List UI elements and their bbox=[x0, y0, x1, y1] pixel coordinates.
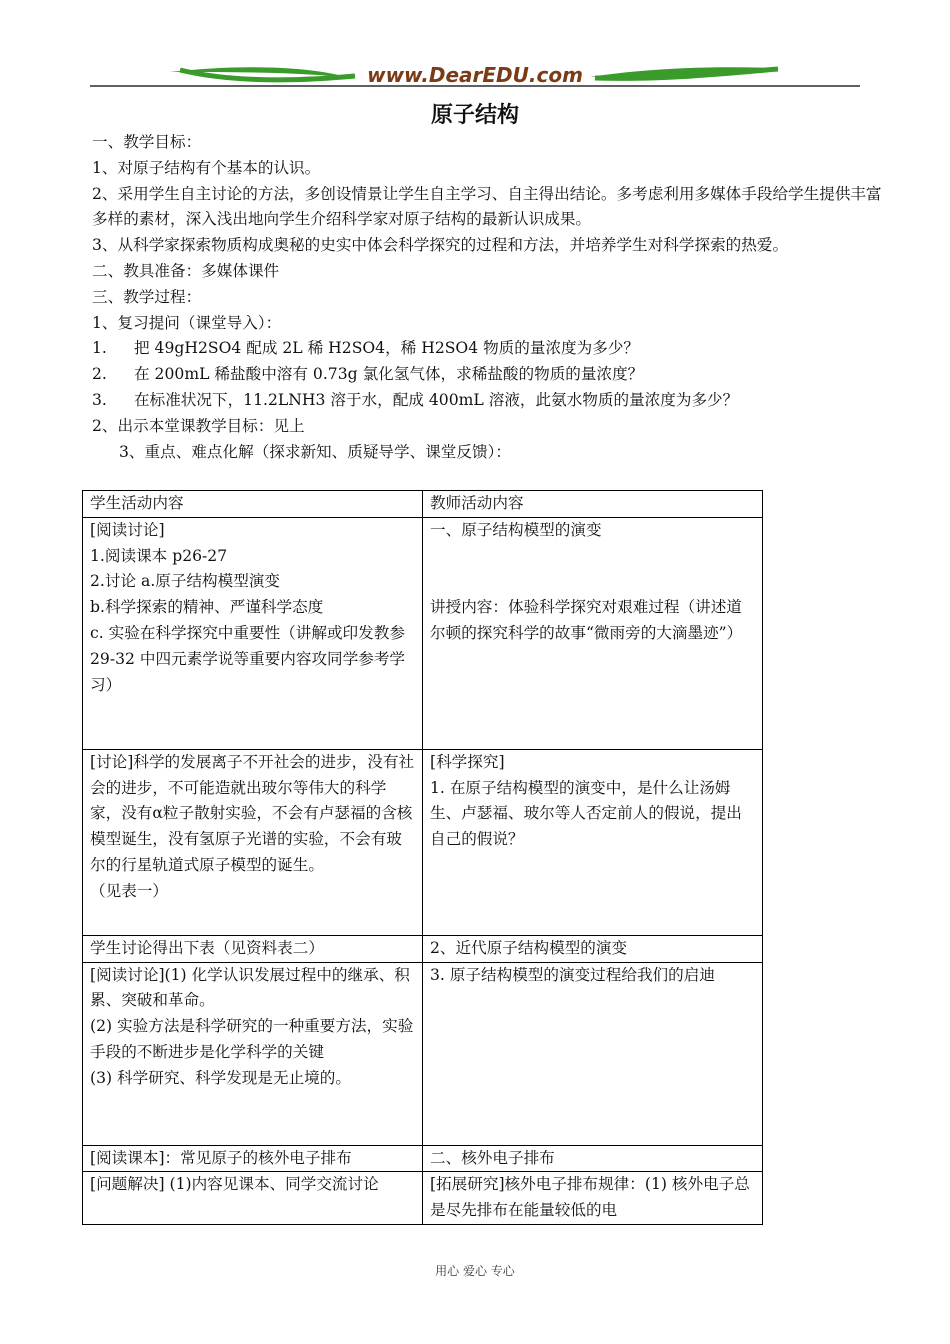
cell-line: [讨论]科学的发展离子不开社会的进步，没有社会的进步，不可能造就出玻尔等伟大的科学家，没有α粒子散射实验，不会有卢瑟福的含核模型诞生，没有氢原子光谱的实验，不会有玻尔的行星轨道式原子模型的诞生。 bbox=[90, 752, 415, 874]
student-activity-cell: [问题解决] (1)内容见课本、同学交流讨论 bbox=[83, 1172, 423, 1225]
section-2-heading: 二、教具准备：多媒体课件 bbox=[92, 261, 280, 280]
review-heading: 1、复习提问（课堂导入）： bbox=[92, 313, 282, 332]
cell-line: b.科学探索的精神、严谨科学态度 bbox=[90, 598, 324, 617]
table-row bbox=[83, 1145, 763, 1172]
table-header-cell: 教师活动内容 bbox=[423, 491, 763, 518]
question-number: 3. bbox=[92, 390, 107, 409]
cell-line: （见表一） bbox=[90, 881, 168, 900]
objective-2: 2、采用学生自主讨论的方法，多创设情景让学生自主学习、自主得出结论。多考虑利用多媒体手段给学生提供丰富多样的素材，深入浅出地向学生介绍科学家对原子结构的最新认识成果。 bbox=[92, 184, 882, 229]
teacher-activity-cell bbox=[423, 517, 763, 749]
table-header-cell: 学生活动内容 bbox=[83, 491, 423, 518]
table-header-row bbox=[83, 491, 763, 518]
cell-line: (3) 科学研究、科学发现是无止境的。 bbox=[90, 1068, 351, 1087]
cell-line: [科学探究] bbox=[430, 752, 505, 771]
student-activity-cell: [阅读课本]：常见原子的核外电子排布 bbox=[83, 1145, 423, 1172]
goal-line: 2、出示本堂课教学目标：见上 bbox=[92, 416, 305, 435]
teacher-activity-cell: [拓展研究]核外电子排布规律：(1) 核外电子总是尽先排布在能量较低的电 bbox=[423, 1172, 763, 1225]
cell-line: (2) 实验方法是科学研究的一种重要方法，实验手段的不断进步是化学科学的关键 bbox=[90, 1017, 414, 1061]
review-question-2 bbox=[92, 362, 882, 388]
review-question-1 bbox=[92, 336, 882, 362]
cell-line: c. 实验在科学探究中重要性（讲解或印发教参 29-32 中四元素学说等重要内容攻同学参考学习） bbox=[90, 623, 406, 694]
teacher-activity-cell: 二、核外电子排布 bbox=[423, 1145, 763, 1172]
cell-line: [阅读讨论](1) 化学认识发展过程中的继承、积累、突破和革命。 bbox=[90, 965, 410, 1010]
banner-graphic bbox=[90, 60, 860, 90]
document-body bbox=[92, 130, 882, 465]
table-row bbox=[83, 935, 763, 962]
key-points-line: 3、重点、难点化解（探求新知、质疑导学、课堂反馈）： bbox=[119, 442, 511, 461]
header-banner bbox=[90, 60, 860, 90]
question-number: 1. bbox=[92, 339, 107, 358]
question-number: 2. bbox=[92, 365, 107, 384]
page-footer: 用心 爱心 专心 bbox=[435, 1264, 515, 1278]
objective-3: 3、从科学家探索物质构成奥秘的史实中体会科学探究的过程和方法，并培养学生对科学探索的热爱。 bbox=[92, 236, 789, 255]
section-1-heading: 一、教学目标： bbox=[92, 133, 202, 151]
table-row bbox=[83, 962, 763, 1145]
banner-logo-text: www.DearEDU.com bbox=[367, 63, 583, 87]
section-3-heading: 三、教学过程： bbox=[92, 287, 202, 306]
student-activity-cell bbox=[83, 749, 423, 935]
question-text: 在标准状况下，11.2LNH3 溶于水，配成 400mL 溶液，此氨水物质的量浓度为多少？ bbox=[134, 390, 739, 409]
cell-line: 1.阅读课本 p26-27 bbox=[90, 546, 228, 565]
table-row bbox=[83, 517, 763, 749]
cell-line: 3. 原子结构模型的演变过程给我们的启迪 bbox=[430, 965, 715, 984]
question-text: 把 49gH2SO4 配成 2L 稀 H2SO4，稀 H2SO4 物质的量浓度为多少？ bbox=[134, 339, 640, 358]
question-text: 在 200mL 稀盐酸中溶有 0.73g 氯化氢气体，求稀盐酸的物质的量浓度？ bbox=[134, 365, 644, 384]
teacher-activity-cell: 2、近代原子结构模型的演变 bbox=[423, 935, 763, 962]
cell-line: 2.讨论 a.原子结构模型演变 bbox=[90, 572, 281, 591]
cell-line: 讲授内容：体验科学探究对艰难过程（讲述道尔顿的探究科学的故事“微雨旁的大滴墨迹”） bbox=[430, 598, 743, 642]
cell-line: 一、原子结构模型的演变 bbox=[430, 520, 602, 539]
page-title: 原子结构 bbox=[430, 103, 519, 128]
teacher-activity-cell bbox=[423, 962, 763, 1145]
student-activity-cell: 学生讨论得出下表（见资料表二） bbox=[83, 935, 423, 962]
student-activity-cell bbox=[83, 517, 423, 749]
table-row bbox=[83, 1172, 763, 1225]
review-question-3 bbox=[92, 388, 882, 414]
cell-line: [阅读讨论] bbox=[90, 520, 165, 539]
lesson-table bbox=[82, 490, 763, 1225]
objective-1: 1、对原子结构有个基本的认识。 bbox=[92, 158, 321, 177]
teacher-activity-cell bbox=[423, 749, 763, 935]
student-activity-cell bbox=[83, 962, 423, 1145]
cell-line: 1. 在原子结构模型的演变中，是什么让汤姆生、卢瑟福、玻尔等人否定前人的假说，提出自己的假说？ bbox=[430, 778, 742, 849]
table-row bbox=[83, 749, 763, 935]
